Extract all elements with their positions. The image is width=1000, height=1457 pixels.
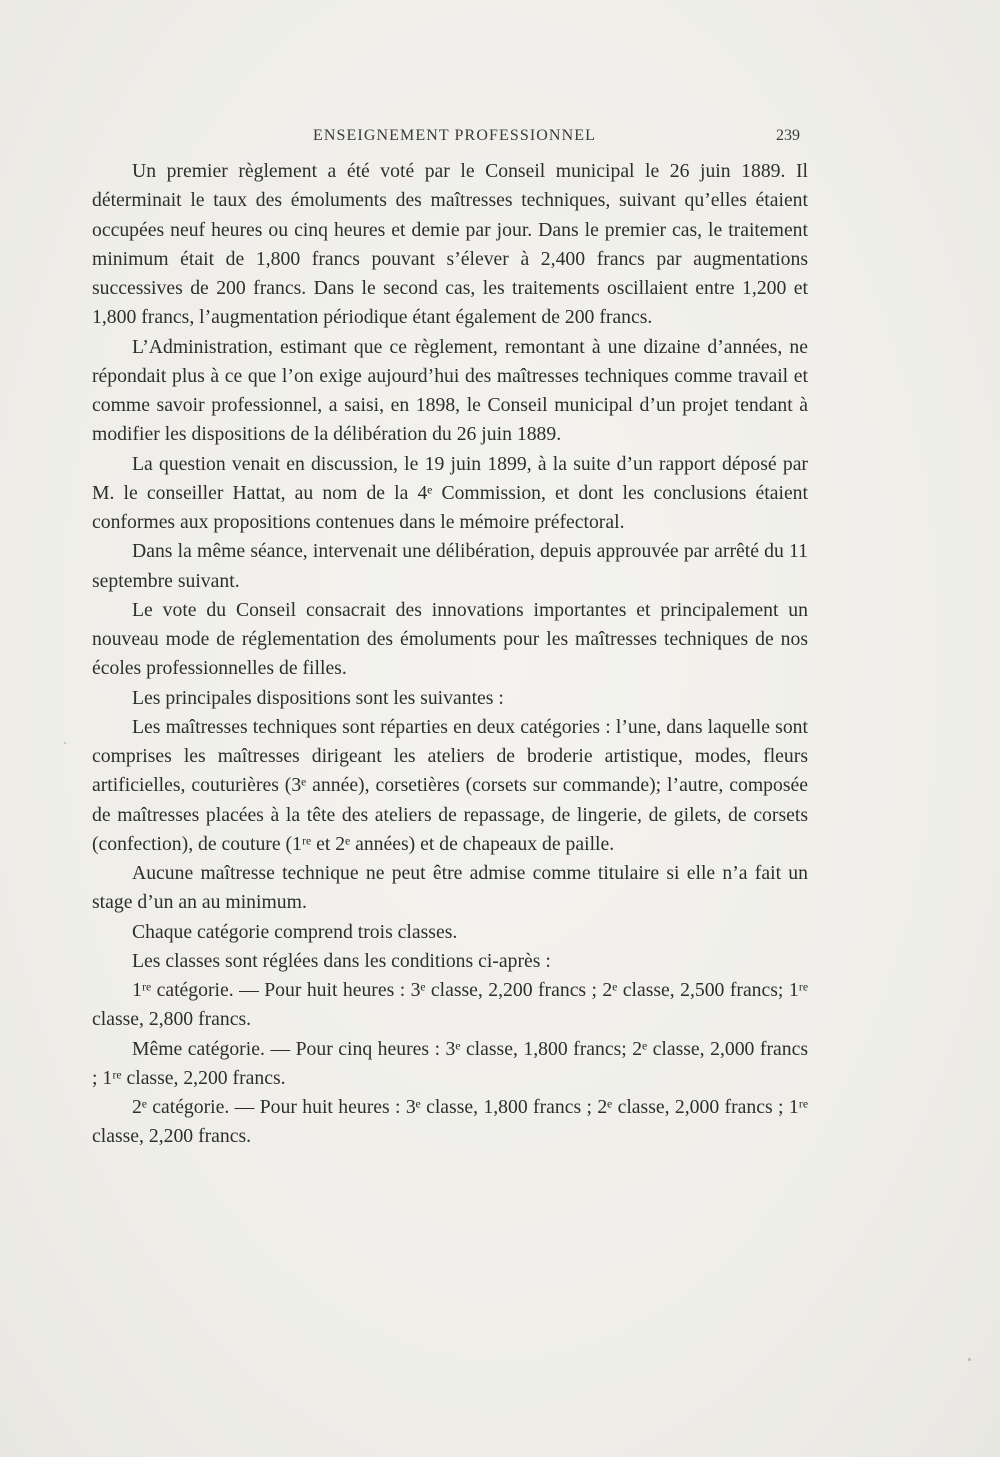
body-text — [92, 157, 808, 1152]
paragraph-classes-conditions: Les classes sont réglées dans les conditions ci-après : — [132, 949, 551, 972]
paper-speck — [64, 742, 66, 744]
paragraph-council-vote: Le vote du Conseil consacrait des innovations importantes et principalement un nouveau mode de réglementation des émoluments pour les maîtresses techniques de nos écoles professionnelles de filles. — [92, 598, 808, 680]
paragraph-categories: Les maîtresses techniques sont réparties en deux catégories : l’une, dans laquelle sont comprises les maîtresses dirigeant les ateliers de broderie artistique, modes, fleurs artificielles, couturières (3ᵉ année), corsetières (corsets sur commande); l’autre, composée de maîtresses placées à la tête des ateliers de repassage, de lingerie, de gilets, de corsets (confection), de couture (1ʳᵉ et 2ᵉ années) et de chapeaux de paille. — [92, 715, 808, 855]
paragraph-internship: Aucune maîtresse technique ne peut être admise comme titulaire si elle n’a fait un stage d’un an au minimum. — [92, 862, 808, 914]
page-number: 239 — [776, 127, 800, 144]
paper-speck — [968, 1358, 971, 1361]
paragraph-first-category-eight-hours: 1ʳᵉ catégorie. — Pour huit heures : 3ᵉ classe, 2,200 francs ; 2ᵉ classe, 2,500 francs; 1ʳᵉ classe, 2,800 francs. — [92, 979, 808, 1031]
paragraph-dispositions-intro: Les principales dispositions sont les suivantes : — [132, 686, 504, 709]
paragraph-same-session: Dans la même séance, intervenait une délibération, depuis approuvée par arrêté du 11 septembre suivant. — [92, 540, 808, 592]
paragraph-administration: L’Administration, estimant que ce règlement, remontant à une dizaine d’années, ne répondait plus à ce que l’on exige aujourd’hui des maîtresses techniques comme travail et comme savoir professionnel, a saisi, en 1898, le Conseil municipal d’un projet tendant à modifier les dispositions de la délibération du 26 juin 1889. — [92, 335, 808, 446]
paragraph-first-regulation: Un premier règlement a été voté par le Conseil municipal le 26 juin 1889. Il déterminait le taux des émoluments des maîtresses techniques, suivant qu’elles étaient occupées neuf heures ou cinq heures et demie par jour. Dans le premier cas, le traitement minimum était de 1,800 francs pouvant s’élever à 2,400 francs par augmentations successives de 200 francs. Dans le second cas, les traitements oscillaient entre 1,200 et 1,800 francs, l’augmentation périodique étant également de 200 francs. — [92, 160, 808, 329]
paragraph-three-classes: Chaque catégorie comprend trois classes. — [132, 920, 458, 943]
paragraph-same-category-five-hours: Même catégorie. — Pour cinq heures : 3ᵉ classe, 1,800 francs; 2ᵉ classe, 2,000 francs ; 1ʳᵉ classe, 2,200 francs. — [92, 1037, 808, 1089]
running-title: ENSEIGNEMENT PROFESSIONNEL — [313, 127, 596, 144]
running-head — [313, 127, 800, 151]
paragraph-discussion: La question venait en discussion, le 19 juin 1899, à la suite d’un rapport déposé par M. le conseiller Hattat, au nom de la 4ᵉ Commission, et dont les conclusions étaient conformes aux propositions contenues dans le mémoire préfectoral. — [92, 452, 808, 533]
paragraph-second-category-eight-hours: 2ᵉ catégorie. — Pour huit heures : 3ᵉ classe, 1,800 francs ; 2ᵉ classe, 2,000 francs ; 1ʳᵉ classe, 2,200 francs. — [92, 1096, 808, 1148]
